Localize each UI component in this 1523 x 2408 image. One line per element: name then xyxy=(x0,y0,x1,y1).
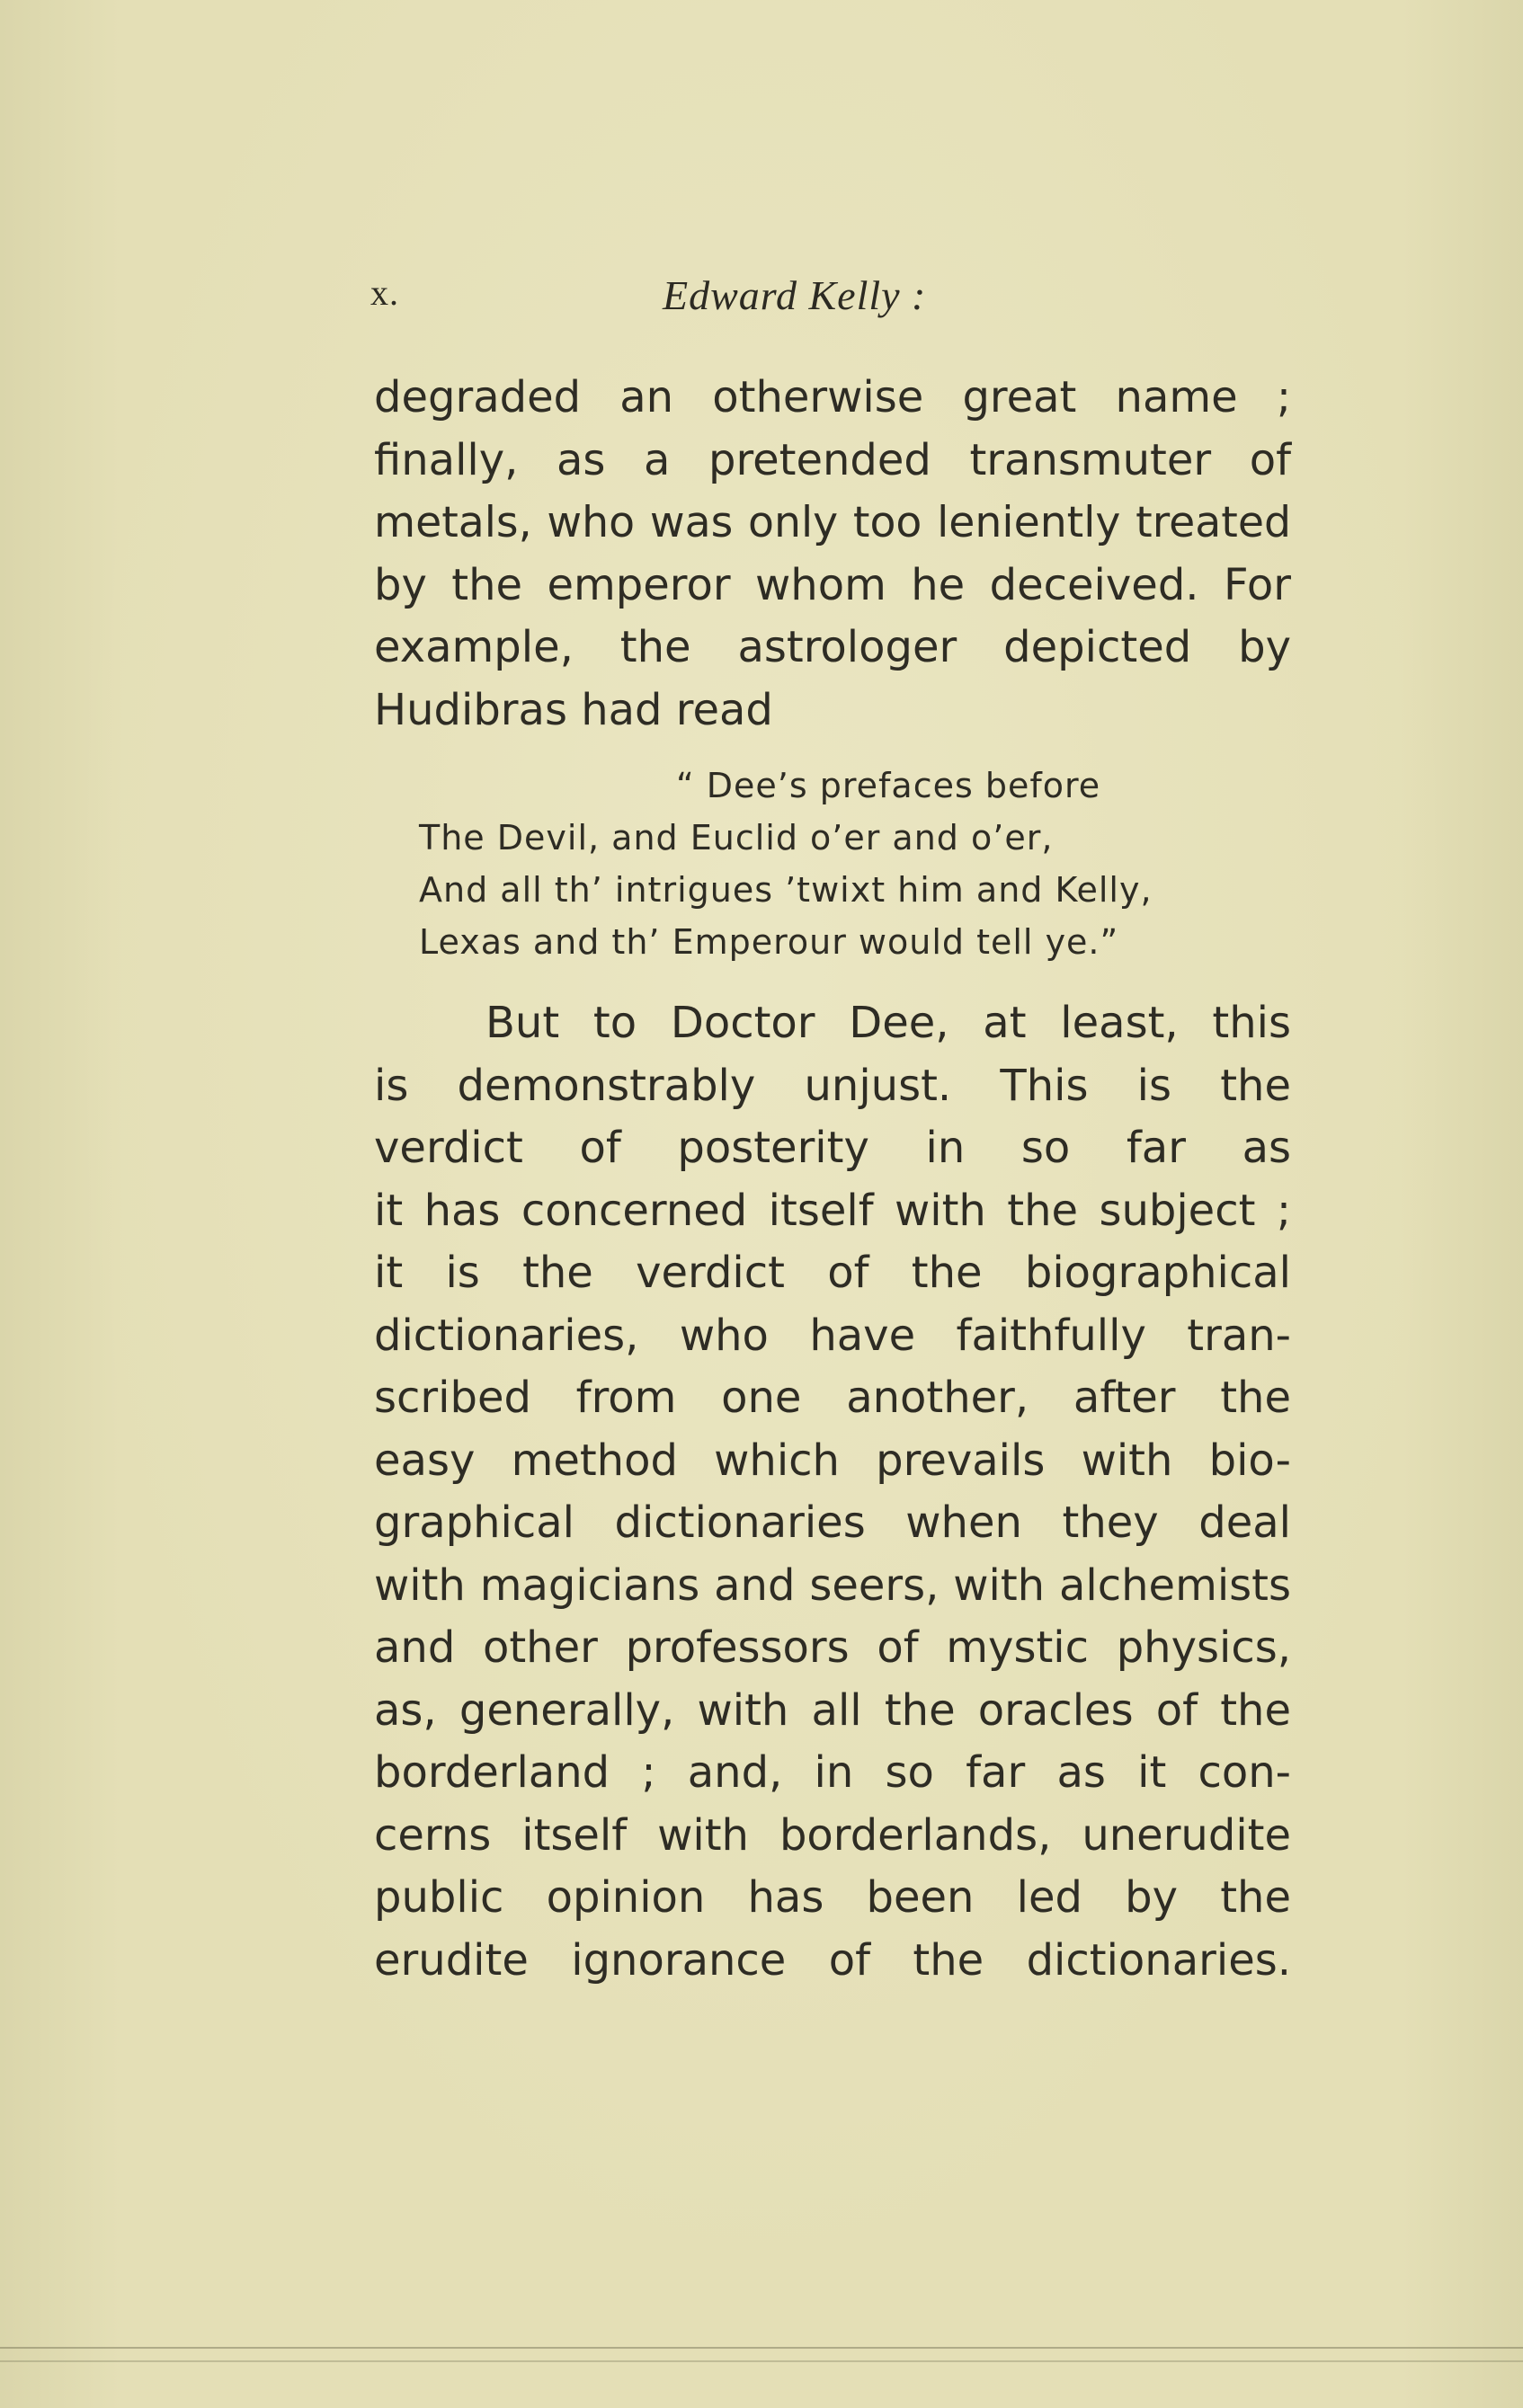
running-title: Edward Kelly : xyxy=(663,272,927,318)
text-line: erudite ignorance of the dictionaries. xyxy=(374,1934,1291,1986)
text-line: degraded an otherwise great name ; xyxy=(374,372,1291,422)
text-line: metals, who was only too leniently treated xyxy=(374,498,1291,547)
verse-line: The Devil, and Euclid o’er and o’er, xyxy=(419,818,1054,857)
page-number: x. xyxy=(370,272,399,313)
text-line: example, the astrologer depicted by xyxy=(374,622,1291,672)
scan-edge-line xyxy=(0,2347,1523,2349)
text-line: it has concerned itself with the subject ; xyxy=(374,1185,1291,1236)
scan-edge-line xyxy=(0,2360,1523,2362)
text-line: scribed from one another, after the xyxy=(374,1373,1291,1423)
text-line: cerns itself with borderlands, unerudite xyxy=(374,1809,1291,1861)
verse-quotation xyxy=(419,760,1246,968)
text-line: by the emperor whom he deceived. For xyxy=(374,559,1291,610)
text-line: public opinion has been led by the xyxy=(374,1872,1291,1923)
text-line: is demonstrably unjust. This is the xyxy=(374,1060,1291,1111)
text-line: But to Doctor Dee, at least, this xyxy=(485,998,1291,1048)
verse-line: Lexas and th’ Emperour would tell ye.” xyxy=(419,922,1119,962)
text-line: dictionaries, who have faithfully tran- xyxy=(374,1310,1291,1361)
text-line: and other professors of mystic physics, xyxy=(374,1622,1291,1673)
text-line: with magicians and seers, with alchemists xyxy=(374,1559,1291,1611)
text-line: borderland ; and, in so far as it con- xyxy=(374,1747,1291,1798)
text-line: finally, as a pretended transmuter of xyxy=(374,434,1291,485)
text-line: it is the verdict of the biographical xyxy=(374,1248,1291,1298)
text-line: verdict of posterity in so far as xyxy=(374,1123,1291,1173)
text-line: as, generally, with all the oracles of the xyxy=(374,1684,1291,1736)
verse-line: And all th’ intrigues ’twixt him and Kelly, xyxy=(419,870,1153,910)
text-line: graphical dictionaries when they deal xyxy=(374,1497,1291,1548)
paragraph-1 xyxy=(374,367,1291,742)
text-line: Hudibras had read xyxy=(374,684,773,735)
verse-line: “ Dee’s prefaces before xyxy=(676,766,1101,805)
text-line: easy method which prevails with bio- xyxy=(374,1435,1291,1486)
running-head xyxy=(370,271,1292,325)
paragraph-2 xyxy=(374,992,1291,1992)
